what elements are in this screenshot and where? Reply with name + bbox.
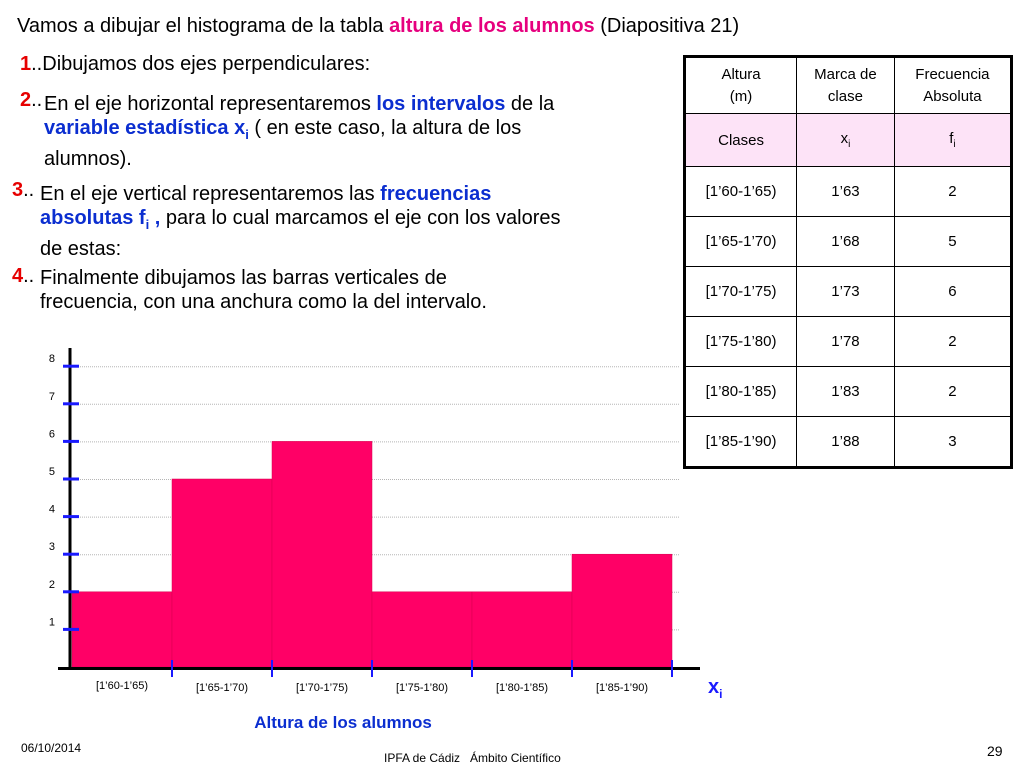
x-tick-label: [1’65-1’70)	[196, 682, 248, 694]
step-2-text-2: de la	[505, 93, 555, 115]
y-tick-label: 8	[48, 353, 55, 366]
histogram-bar	[172, 479, 272, 667]
step-4	[40, 266, 650, 314]
step-4-number: 4	[12, 265, 24, 287]
table-subheader-row	[685, 114, 1012, 167]
table-row	[685, 167, 1012, 217]
step-3-number-wrap	[12, 178, 34, 202]
step-2-number: 2	[20, 89, 32, 111]
y-tick-label: 2	[48, 578, 55, 591]
step-2-number-wrap	[20, 88, 42, 112]
page-number: 29	[987, 743, 1003, 759]
table-cell: 1’68	[797, 217, 895, 267]
y-tick-label: 3	[48, 541, 55, 554]
slide-title	[17, 15, 739, 38]
header-marca: Marca de clase	[797, 57, 895, 114]
step-3-number: 3	[12, 179, 24, 201]
histogram-bar	[372, 592, 472, 667]
title-highlight: altura de los alumnos	[389, 15, 595, 37]
header-altura: Altura (m)	[685, 57, 797, 114]
table-cell: [1’65-1’70)	[685, 217, 797, 267]
step-1-text: Dibujamos dos ejes perpendiculares:	[42, 53, 371, 75]
x-axis-symbol: $x_i$	[708, 676, 723, 701]
x-tick-label: [1’80-1’85)	[496, 682, 548, 694]
table-cell: 6	[894, 267, 1011, 317]
table-cell: 2	[894, 317, 1011, 367]
y-axis-ticks	[49, 353, 79, 629]
table-cell: [1’80-1’85)	[685, 367, 797, 417]
histogram-bar	[272, 441, 372, 667]
x-tick-label: [1’60-1’65)	[96, 680, 148, 692]
step-2-text-3: ( en este caso, la altura de los	[248, 117, 522, 139]
step-2	[44, 92, 644, 171]
step-3-emphasis-1: frecuencias	[380, 183, 492, 205]
subheader-xi: $x_i$	[797, 114, 895, 167]
title-suffix: (Diapositiva 21)	[594, 15, 740, 37]
table-cell: [1’70-1’75)	[685, 267, 797, 317]
title-text: Vamos a dibujar el histograma de la tabla	[17, 15, 390, 37]
table-cell: 1’83	[797, 367, 895, 417]
table-cell: 3	[894, 417, 1011, 468]
x-tick-label: [1’85-1’90)	[596, 682, 648, 694]
step-2-subscript: i	[245, 127, 249, 142]
step-3-subscript: i	[145, 217, 150, 232]
step-3-emphasis-2: absolutas f	[40, 207, 146, 229]
y-tick-label: 4	[48, 503, 55, 516]
step-3	[40, 182, 650, 261]
table-row	[685, 217, 1012, 267]
table-cell: [1’60-1’65)	[685, 167, 797, 217]
table-cell: 2	[894, 167, 1011, 217]
step-1-dots: ..	[31, 53, 43, 75]
step-3-text-3: de estas:	[40, 238, 122, 260]
histogram-bar	[572, 554, 672, 667]
x-tick-label: [1’75-1’80)	[396, 682, 448, 694]
table-cell: 1’88	[797, 417, 895, 468]
table-cell: 1’63	[797, 167, 895, 217]
table-header-row	[685, 57, 1012, 114]
step-1-number: 1	[20, 53, 32, 75]
step-2-text-1: En el eje horizontal representaremos	[44, 93, 377, 115]
step-3-dots: ..	[23, 179, 35, 201]
step-4-dots: ..	[23, 265, 35, 287]
step-2-text-4: alumnos).	[44, 148, 132, 170]
table-cell: 1’73	[797, 267, 895, 317]
y-tick-label: 5	[48, 466, 55, 478]
step-1	[20, 52, 370, 76]
step-3-text-1: En el eje vertical representaremos las	[40, 183, 381, 205]
step-2-emphasis-1: los intervalos	[376, 93, 506, 115]
histogram-bar	[472, 592, 572, 667]
table-cell: 2	[894, 367, 1011, 417]
table-cell: [1’85-1’90)	[685, 417, 797, 468]
step-2-emphasis-2: variable estadística x	[44, 117, 246, 139]
step-2-dots: ..	[31, 89, 43, 111]
table-cell: 1’78	[797, 317, 895, 367]
step-3-text-2: para lo cual marcamos el eje con los valores	[160, 207, 561, 229]
x-axis-title: Altura de los alumnos	[254, 713, 432, 732]
table-cell: [1’75-1’80)	[685, 317, 797, 367]
subheader-clases: Clases	[685, 114, 797, 167]
subheader-fi: $f_i$	[894, 114, 1011, 167]
footer-date: 06/10/2014	[21, 741, 82, 755]
step-3-emphasis-3: ,	[149, 207, 161, 229]
y-tick-label: 7	[48, 390, 55, 403]
header-frecuencia: Frecuencia Absoluta	[894, 57, 1011, 114]
step-4-number-wrap	[12, 264, 34, 288]
x-tick-label: [1’70-1’75)	[296, 682, 348, 694]
histogram-bar	[72, 592, 172, 667]
step-4-text-1: Finalmente dibujamos las barras verticales de	[40, 267, 447, 289]
y-tick-label: 1	[48, 616, 55, 629]
table-row	[685, 267, 1012, 317]
step-4-text-2: frecuencia, con una anchura como la del intervalo.	[40, 291, 487, 313]
table-cell: 5	[894, 217, 1011, 267]
footer-center: IPFA de Cádiz Ámbito Científico	[384, 751, 561, 765]
y-tick-label: 6	[48, 428, 55, 441]
histogram-chart	[0, 330, 780, 740]
